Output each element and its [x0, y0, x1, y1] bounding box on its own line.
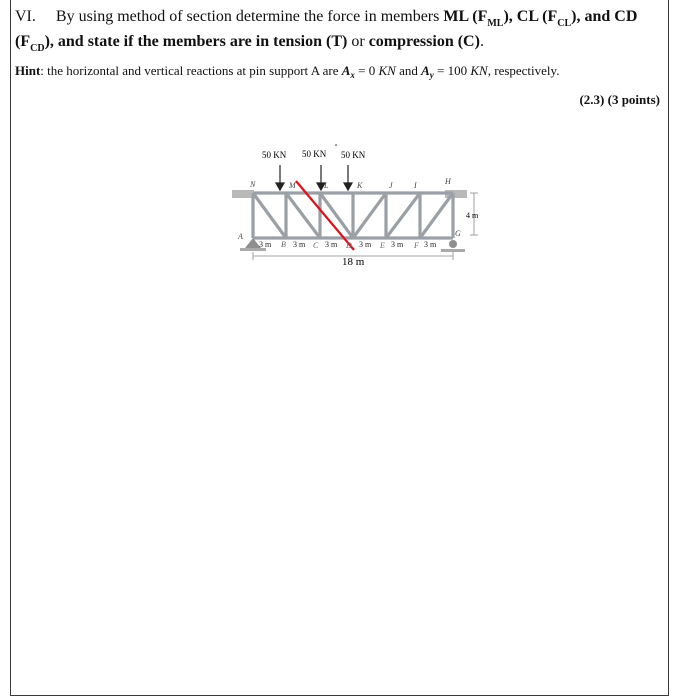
- node-label-g: G: [455, 229, 461, 238]
- diagonal-ej: [386, 193, 420, 238]
- node-label-d: D: [346, 241, 352, 250]
- node-label-i: I: [414, 181, 417, 190]
- diagonal-dk: [353, 193, 386, 238]
- points-label: (2.3) (3 points): [579, 92, 660, 107]
- hint-text: : the horizontal and vertical reactions at pin support A are: [40, 63, 342, 78]
- tension-term: tension (T): [273, 33, 348, 50]
- tick-mark: [335, 144, 337, 146]
- node-label-k: K: [357, 181, 363, 190]
- ax-value: = 0: [354, 63, 379, 78]
- span-label-5: 3 m: [391, 240, 404, 249]
- ax-sub: x: [350, 70, 355, 80]
- ax-unit: KN: [378, 63, 396, 78]
- ground-g: [441, 249, 465, 252]
- diagonal-mc: [286, 193, 320, 238]
- node-label-f: F: [414, 241, 419, 250]
- question-number: VI.: [15, 8, 36, 25]
- load-label-3: 50 KN: [341, 150, 366, 160]
- node-label-c: C: [313, 241, 319, 250]
- ax-symbol: A: [341, 63, 351, 78]
- force-ml-close: ),: [503, 8, 517, 25]
- force-cd-sub: CD: [30, 43, 45, 54]
- diagonal-nb: [253, 193, 286, 238]
- span-label-4: 3 m: [359, 240, 372, 249]
- member-ml: ML: [443, 8, 469, 25]
- force-cd-close: ), and state if the members are in: [44, 33, 274, 50]
- diagonal-fi: [420, 193, 453, 238]
- force-cl-close: ), and: [571, 8, 615, 25]
- node-label-h: H: [445, 177, 451, 186]
- hint-and: and: [395, 63, 422, 78]
- truss-members: [253, 193, 453, 238]
- force-cl-sub: CL: [557, 18, 572, 29]
- ay-symbol: A: [421, 63, 430, 78]
- node-label-b: B: [281, 240, 286, 249]
- period: .: [479, 33, 484, 50]
- load-label-2: 50 KN: [302, 149, 327, 159]
- span-label-2: 3 m: [293, 240, 306, 249]
- force-ml-sub: ML: [487, 18, 504, 29]
- or-text: or: [347, 33, 369, 50]
- hint-label: Hint: [15, 63, 41, 78]
- node-label-j: J: [389, 181, 393, 190]
- node-label-l: L: [324, 181, 329, 190]
- node-label-e: E: [380, 241, 385, 250]
- node-label-n: N: [250, 180, 256, 189]
- ay-unit: KN: [470, 63, 488, 78]
- ay-value: = 100: [433, 63, 471, 78]
- roller-g: [449, 240, 457, 248]
- span-label-3: 3 m: [325, 240, 338, 249]
- total-span-label: 18 m: [342, 256, 365, 268]
- height-label: 4 m: [466, 211, 479, 220]
- node-label-a: A: [238, 232, 243, 241]
- member-cl: CL: [516, 8, 539, 25]
- left-wall-hatch: [232, 190, 254, 198]
- load-arrowhead-1: [276, 183, 284, 190]
- load-arrowhead-3: [344, 183, 352, 190]
- span-label-6: 3 m: [424, 240, 437, 249]
- ay-sub: y: [429, 70, 434, 80]
- force-cd-open: (F: [15, 33, 31, 50]
- load-arrows: [276, 165, 352, 190]
- hint-tail: , respectively.: [487, 63, 560, 78]
- force-ml-open: (F: [468, 8, 488, 25]
- node-label-m: M: [289, 181, 296, 190]
- compression-term: compression (C): [368, 33, 480, 50]
- load-label-1: 50 KN: [262, 150, 287, 160]
- question-text: By using method of section determine the force in members: [55, 8, 444, 25]
- force-cl-open: (F: [538, 8, 558, 25]
- member-cd: CD: [614, 8, 638, 25]
- span-label-1: 3 m: [259, 240, 272, 249]
